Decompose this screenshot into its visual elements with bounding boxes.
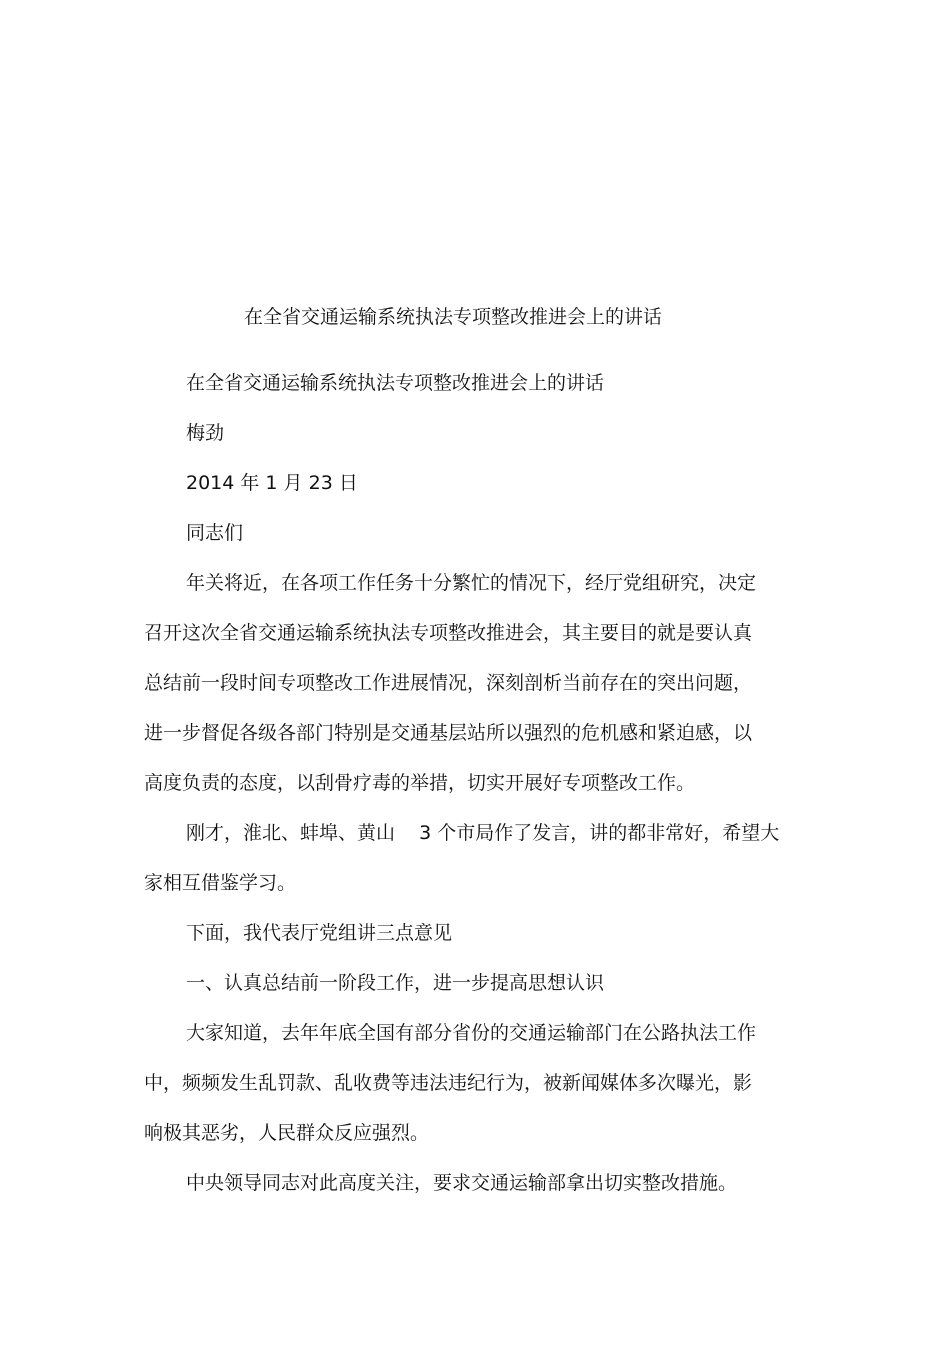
paragraph-line: 年关将近，在各项工作任务十分繁忙的情况下，经厅党组研究，决定 [186, 572, 757, 594]
paragraph-line: 大家知道，去年年底全国有部分省份的交通运输部门在公路执法工作 [186, 1022, 757, 1044]
section-heading: 一、认真总结前一阶段工作，进一步提高思想认识 [186, 972, 605, 994]
paragraph-line: 下面，我代表厅党组讲三点意见 [186, 922, 453, 944]
speech-date: 2014 年 1 月 23 日 [186, 472, 358, 494]
paragraph-line: 中央领导同志对此高度关注，要求交通运输部拿出切实整改措施。 [186, 1172, 738, 1194]
salutation: 同志们 [186, 522, 244, 544]
paragraph-line: 刚才，淮北、蚌埠、黄山 3 个市局作了发言，讲的都非常好，希望大 [186, 822, 780, 844]
paragraph-line: 进一步督促各级各部门特别是交通基层站所以强烈的危机感和紧迫感，以 [144, 722, 753, 744]
paragraph-line: 召开这次全省交通运输系统执法专项整改推进会，其主要目的就是要认真 [144, 622, 753, 644]
paragraph-line: 中，频频发生乱罚款、乱收费等违法违纪行为，被新闻媒体多次曝光，影 [144, 1072, 753, 1094]
paragraph-line: 总结前一段时间专项整改工作进展情况，深刻剖析当前存在的突出问题， [144, 672, 753, 694]
paragraph-line: 响极其恶劣，人民群众反应强烈。 [144, 1122, 430, 1144]
paragraph-line: 高度负责的态度，以刮骨疗毒的举措，切实开展好专项整改工作。 [144, 772, 696, 794]
document-title: 在全省交通运输系统执法专项整改推进会上的讲话 [243, 306, 662, 328]
speech-heading: 在全省交通运输系统执法专项整改推进会上的讲话 [186, 372, 605, 394]
speaker-name: 梅劲 [186, 422, 225, 444]
paragraph-line: 家相互借鉴学习。 [144, 872, 297, 894]
